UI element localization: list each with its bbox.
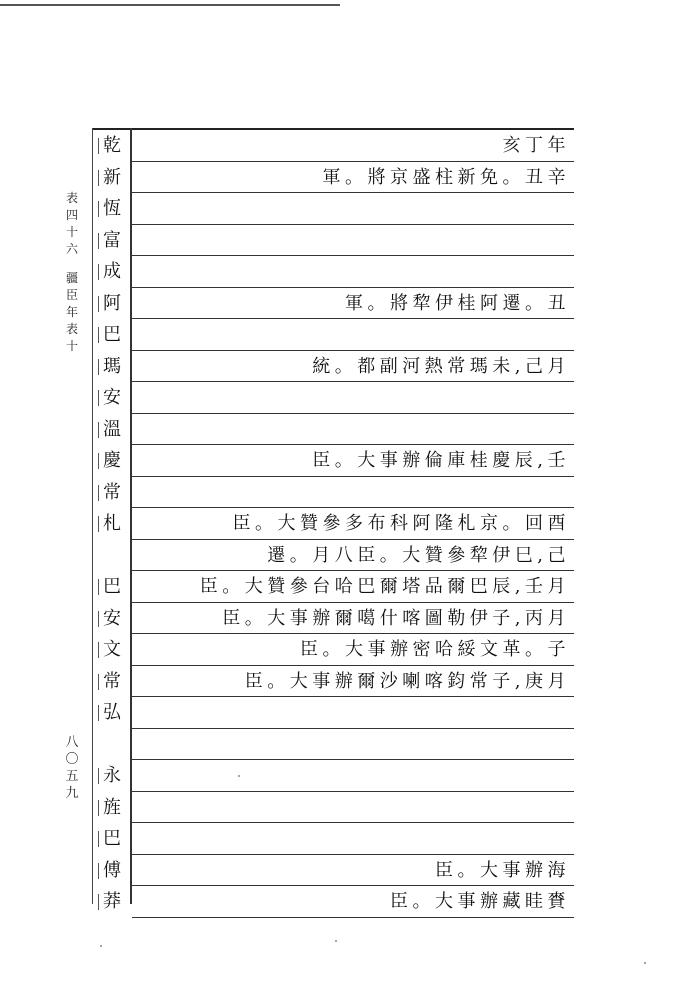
official-name-cell: 安 [98,385,126,411]
name-tick-mark [98,327,99,343]
name-tick-mark [98,863,99,879]
name-tick-mark [98,800,99,816]
page-number [62,735,82,803]
name-tick-mark [98,674,99,690]
table-row [92,193,574,225]
table-row [92,634,574,666]
entry-text-cell: 臣。大事辦爾噶什喀圖勒伊子,丙月 [222,607,570,629]
entry-text-cell: 臣。大事辦倫庫桂慶辰,壬 [312,450,570,471]
official-name-cell: 弘 [98,700,126,726]
official-name-cell: 巴 [98,574,126,600]
entry-text-cell: 臣。大贊參台哈巴爾塔品爾巴辰,壬月 [199,576,570,597]
margin-header-char: 四 [65,208,78,222]
name-tick-mark [98,485,99,501]
top-border-line [0,4,340,6]
official-name-cell: 安 [98,606,126,632]
table-row [92,792,574,824]
row-rule [132,917,574,918]
table-row [92,130,574,162]
table-row [92,760,574,792]
entry-text-cell: 遷。月八臣。大贊參犂伊巳,己 [267,544,570,566]
name-tick-mark [98,453,99,469]
official-name-cell: 新 [98,165,126,191]
official-name-cell: 常 [98,480,126,506]
table-row [92,319,574,351]
margin-header-char: 十 [65,225,78,239]
margin-header-char: 年 [65,305,78,319]
margin-header-char: 疆 [65,271,78,285]
name-tick-mark [98,422,99,438]
table-row [92,288,574,320]
table-row [92,414,574,446]
name-tick-mark [98,579,99,595]
table-row [92,729,574,761]
print-speck [644,962,646,964]
entry-text-cell: 軍。將犂伊桂阿遷。丑 [345,292,570,314]
margin-header-char: 表 [65,191,78,205]
entry-text-cell: 軍。將京盛柱新免。丑辛 [322,166,570,188]
print-speck [335,940,337,942]
official-name-cell: 溫 [98,417,126,443]
print-speck [238,775,240,777]
official-name-cell: 旌 [98,795,126,821]
official-name-cell: 乾 [98,133,126,159]
official-name-cell: 巴 [98,322,126,348]
table-row [92,666,574,698]
table-row [92,256,574,288]
name-tick-mark [98,264,99,280]
name-tick-mark [98,894,99,910]
name-tick-mark [98,516,99,532]
table-row [92,351,574,383]
entry-text-cell: 亥丁年 [502,135,570,156]
official-name-cell: 永 [98,763,126,789]
table-row [92,571,574,603]
page-number-char: 五 [65,769,79,784]
name-tick-mark [98,296,99,312]
page-number-char: 八 [65,735,79,750]
name-tick-mark [98,642,99,658]
table-row [92,823,574,855]
official-name-cell: 阿 [98,291,126,317]
name-tick-mark [98,138,99,154]
official-name-cell: 恆 [98,196,126,222]
official-name-cell: 巴 [98,826,126,852]
margin-header-char: 臣 [65,288,78,302]
table-row [92,508,574,540]
table-row [92,382,574,414]
official-name-cell: 莽 [98,889,126,915]
page-number-char: 〇 [65,752,79,767]
name-tick-mark [98,831,99,847]
official-name-cell: 文 [98,637,126,663]
name-tick-mark [98,233,99,249]
table-row [92,477,574,509]
table-row [92,225,574,257]
table-row [92,697,574,729]
entry-text-cell: 臣。大事辦密哈綏文革。子 [300,639,570,660]
margin-header-char: 表 [65,322,78,336]
official-name-cell: 富 [98,228,126,254]
table-row [92,162,574,194]
table-row [92,603,574,635]
official-name-cell: 傅 [98,858,126,884]
name-tick-mark [98,201,99,217]
page-number-char: 九 [65,786,79,801]
margin-header-gap [62,258,82,270]
name-tick-mark [98,768,99,784]
table-row [92,445,574,477]
entry-text-cell: 臣。大事辦爾沙喇喀鈞常子,庚月 [244,670,570,692]
margin-header-char: 六 [65,242,78,256]
name-tick-mark [98,359,99,375]
entry-text-cell: 臣。大贊參多布科阿隆札京。回酉 [232,513,570,534]
name-tick-mark [98,390,99,406]
official-name-cell: 札 [98,511,126,537]
entry-text-cell: 統。都副河熱常瑪未,己月 [312,355,570,377]
name-tick-mark [98,705,99,721]
name-tick-mark [98,611,99,627]
name-tick-mark [98,170,99,186]
official-name-cell: 瑪 [98,354,126,380]
table-row [92,886,574,918]
margin-header [62,190,82,355]
margin-header-char: 十 [65,339,78,353]
official-name-cell: 慶 [98,448,126,474]
official-name-cell: 成 [98,259,126,285]
print-speck [100,945,102,947]
official-name-cell: 常 [98,669,126,695]
table-row [92,540,574,572]
entry-text-cell: 臣。大事辦海 [435,859,570,881]
entry-text-cell: 臣。大事辦藏眭賚 [390,891,570,912]
table-row [92,855,574,887]
